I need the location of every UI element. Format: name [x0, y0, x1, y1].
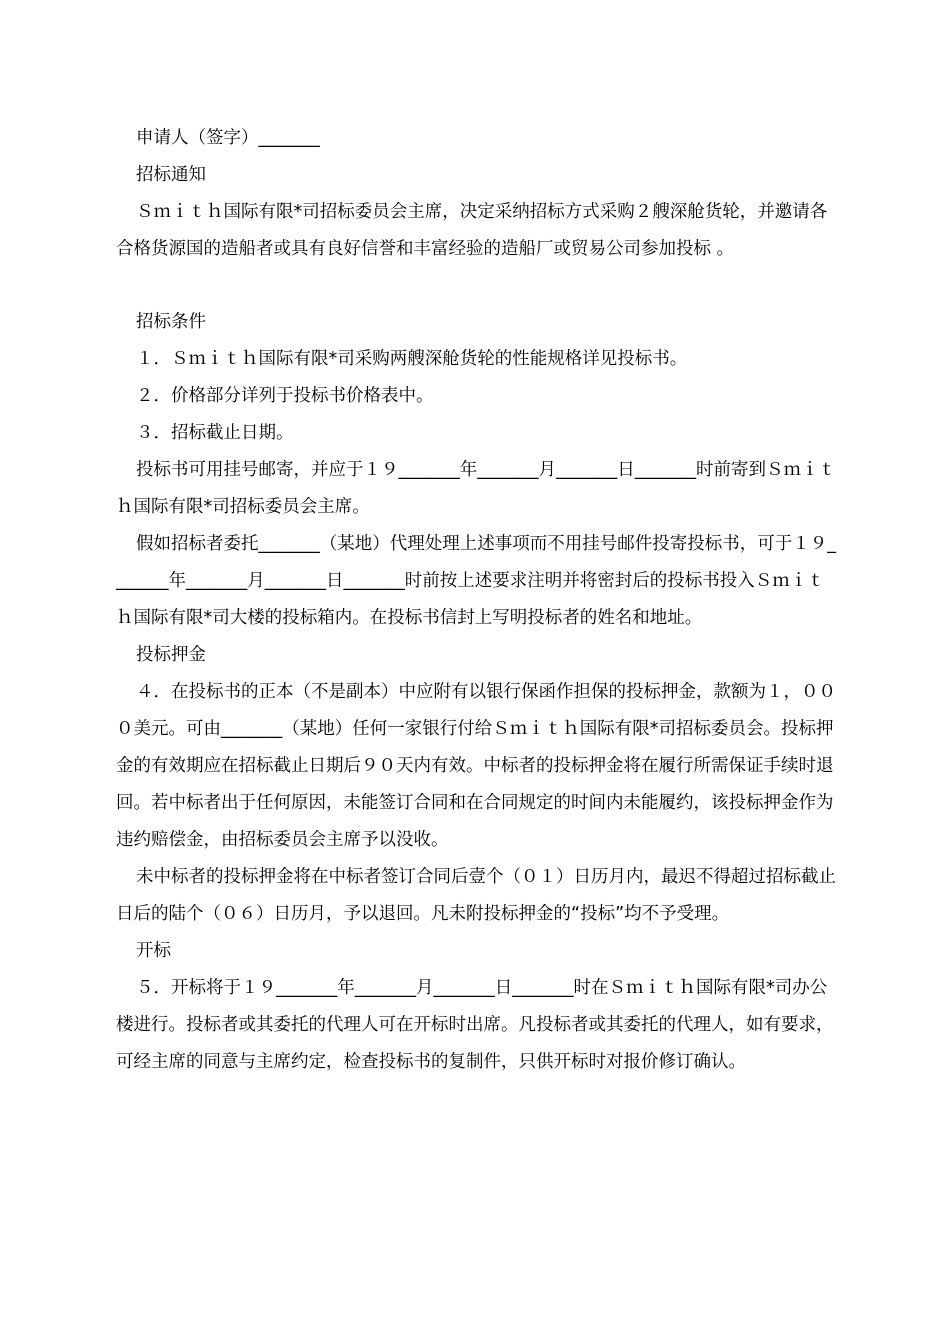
opening-item-5: ５．开标将于１９_______年_______月_______日_______时在Ｓｍｉｔｈ国际有限*司办公楼进行。投标者或其委托的代理人可在开标时出席。凡投标者或其委托的代理人，如有要求，可经主席的同意与主席约定，检查投标书的复制件，只供开标时对报价修订确认。: [116, 978, 834, 1072]
condition-item-2: ２．价格部分详列于投标书价格表中。: [136, 386, 434, 406]
section-spacer: [116, 268, 840, 304]
deposit-heading: 投标押金: [136, 645, 206, 665]
agent-paragraph: 假如招标者委托_______（某地）代理处理上述事项而不用挂号邮件投寄投标书，可于１９_______年_______月_______日_______时前按上述要求注明并将密封后的投标书投入Ｓｍｉｔｈ国际有限*司大楼的投标箱内。在投标书信封上写明投标者的姓名和地址。: [116, 534, 836, 628]
conditions-heading: 招标条件: [136, 312, 206, 332]
document-body: [116, 120, 840, 1081]
condition-item-3: ３．招标截止日期。: [136, 423, 294, 443]
condition-item-1: １．Ｓｍｉｔｈ国际有限*司采购两艘深舱货轮的性能规格详见投标书。: [136, 349, 688, 369]
notice-heading: 招标通知: [136, 165, 206, 185]
applicant-signature-line: 申请人（签字）_______: [136, 128, 320, 148]
opening-heading: 开标: [136, 941, 171, 961]
notice-paragraph: Ｓｍｉｔｈ国际有限*司招标委员会主席，决定采纳招标方式采购２艘深舱货轮，并邀请各合格货源国的造船者或具有良好信誉和丰富经验的造船厂或贸易公司参加投标 。: [116, 202, 828, 259]
refund-paragraph: 未中标者的投标押金将在中标者签订合同后壹个（０１）日历月内，最迟不得超过招标截止日后的陆个（０６）日历月，予以退回。凡未附投标押金的“投标”均不予受理。: [116, 867, 836, 924]
mail-paragraph: 投标书可用挂号邮寄，并应于１９_______年_______月_______日_______时前寄到Ｓｍｉｔｈ国际有限*司招标委员会主席。: [116, 460, 836, 517]
deposit-item-4: ４．在投标书的正本（不是副本）中应附有以银行保函作担保的投标押金，款额为１，０００美元。可由_______（某地）任何一家银行付给Ｓｍｉｔｈ国际有限*司招标委员会。投标押金的有效期应在招标截止日期后９０天内有效。中标者的投标押金将在履行所需保证手续时退回。若中标者出于任何原因，未能签订合同和在合同规定的时间内未能履约，该投标押金作为违约赔偿金，由招标委员会主席予以没收。: [116, 682, 836, 850]
